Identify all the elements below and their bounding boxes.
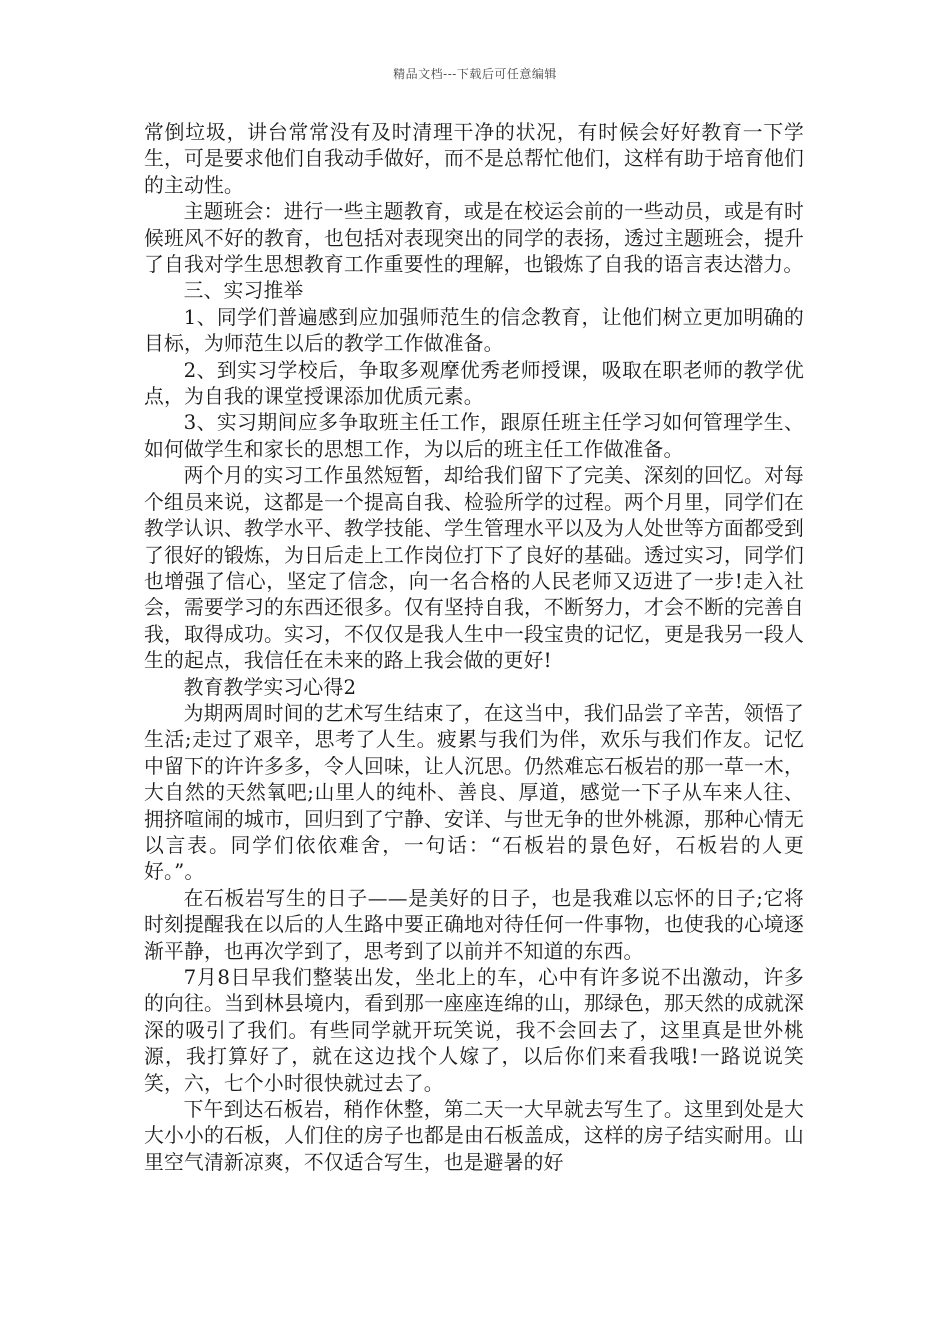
paragraph-departure: 7月8日早我们整装出发，坐北上的车，心中有许多说不出激动，许多的向往。当到林县境内，看到那一座座连绵的山，那绿色，那天然的成就深深的吸引了我们。有些同学就开玩笑说，我不会回去了，这里真是世外桃源，我打算好了，就在这边找个人嫁了，以后你们来看我哦!一路说说笑笑，六，七个小时很快就过去了。	[144, 966, 804, 1095]
section-heading-essay-2: 教育教学实习心得2	[183, 675, 357, 699]
paragraph-arrival: 下午到达石板岩，稍作休整，第二天一大早就去写生了。这里到处是大大小小的石板，人们住的房子也都是由石板盖成，这样的房子结实耐用。山里空气清新凉爽，不仅适合写生，也是避暑的好	[144, 1098, 804, 1174]
recommendation-item-3: 3、实习期间应多争取班主任工作，跟原任班主任学习如何管理学生、如何做学生和家长的思想工作，为以后的班主任工作做准备。	[144, 411, 804, 461]
paragraph-art-sketching: 为期两周时间的艺术写生结束了，在这当中，我们品尝了辛苦，领悟了生活;走过了艰辛，思考了人生。疲累与我们为伴，欢乐与我们作友。记忆中留下的许许多多，令人回味，让人沉思。仍然难忘石板岩的那一草一木，大自然的天然氧吧;山里人的纯朴、善良、厚道，感觉一下子从车来人往、拥挤喧闹的城市，回归到了宁静、安详、与世无争的世外桃源，那种心情无以言表。同学们依依难舍，一句话：“石板岩的景色好，石板岩的人更好。”。	[144, 701, 804, 884]
recommendation-item-2: 2、到实习学校后，争取多观摩优秀老师授课，吸取在职老师的教学优点，为自我的课堂授课添加优质元素。	[144, 358, 804, 409]
paragraph-continuation: 常倒垃圾，讲台常常没有及时清理干净的状况，有时候会好好教育一下学生，可是要求他们自我动手做好，而不是总帮忙他们，这样有助于培育他们的主动性。	[144, 121, 804, 197]
paragraph-theme-class-meeting: 主题班会：进行一些主题教育，或是在校运会前的一些动员，或是有时候班风不好的教育，也包括对表现突出的同学的表扬，透过主题班会，提升了自我对学生思想教育工作重要性的理解，也锻炼了自我的语言表达潜力。	[144, 200, 804, 277]
paragraph-summary: 两个月的实习工作虽然短暂，却给我们留下了完美、深刻的回忆。对每个组员来说，这都是一个提高自我、检验所学的过程。两个月里，同学们在教学认识、教学水平、教学技能、学生管理水平以及为人处世等方面都受到了很好的锻炼，为日后走上工作岗位打下了良好的基础。透过实习，同学们也增强了信心，坚定了信念，向一名合格的人民老师又迈进了一步!走入社会，需要学习的东西还很多。仅有坚持自我，不断努力，才会不断的完善自我，取得成功。实习，不仅仅是我人生中一段宝贵的记忆，更是我另一段人生的起点，我信任在未来的路上我会做的更好!	[144, 464, 804, 673]
paragraph-shibanyan-days: 在石板岩写生的日子——是美好的日子，也是我难以忘怀的日子;它将时刻提醒我在以后的人生路中要正确地对待任何一件事物，也使我的心境逐渐平静，也再次学到了，思考到了以前并不知道的东西。	[144, 886, 804, 963]
page-header: 精品文档---下载后可任意编辑	[393, 67, 557, 81]
document-body	[144, 120, 804, 1176]
section-heading-recommendations: 三、实习推举	[183, 279, 304, 303]
recommendation-item-1: 1、同学们普遍感到应加强师范生的信念教育，让他们树立更加明确的目标，为师范生以后的教学工作做准备。	[144, 305, 804, 356]
